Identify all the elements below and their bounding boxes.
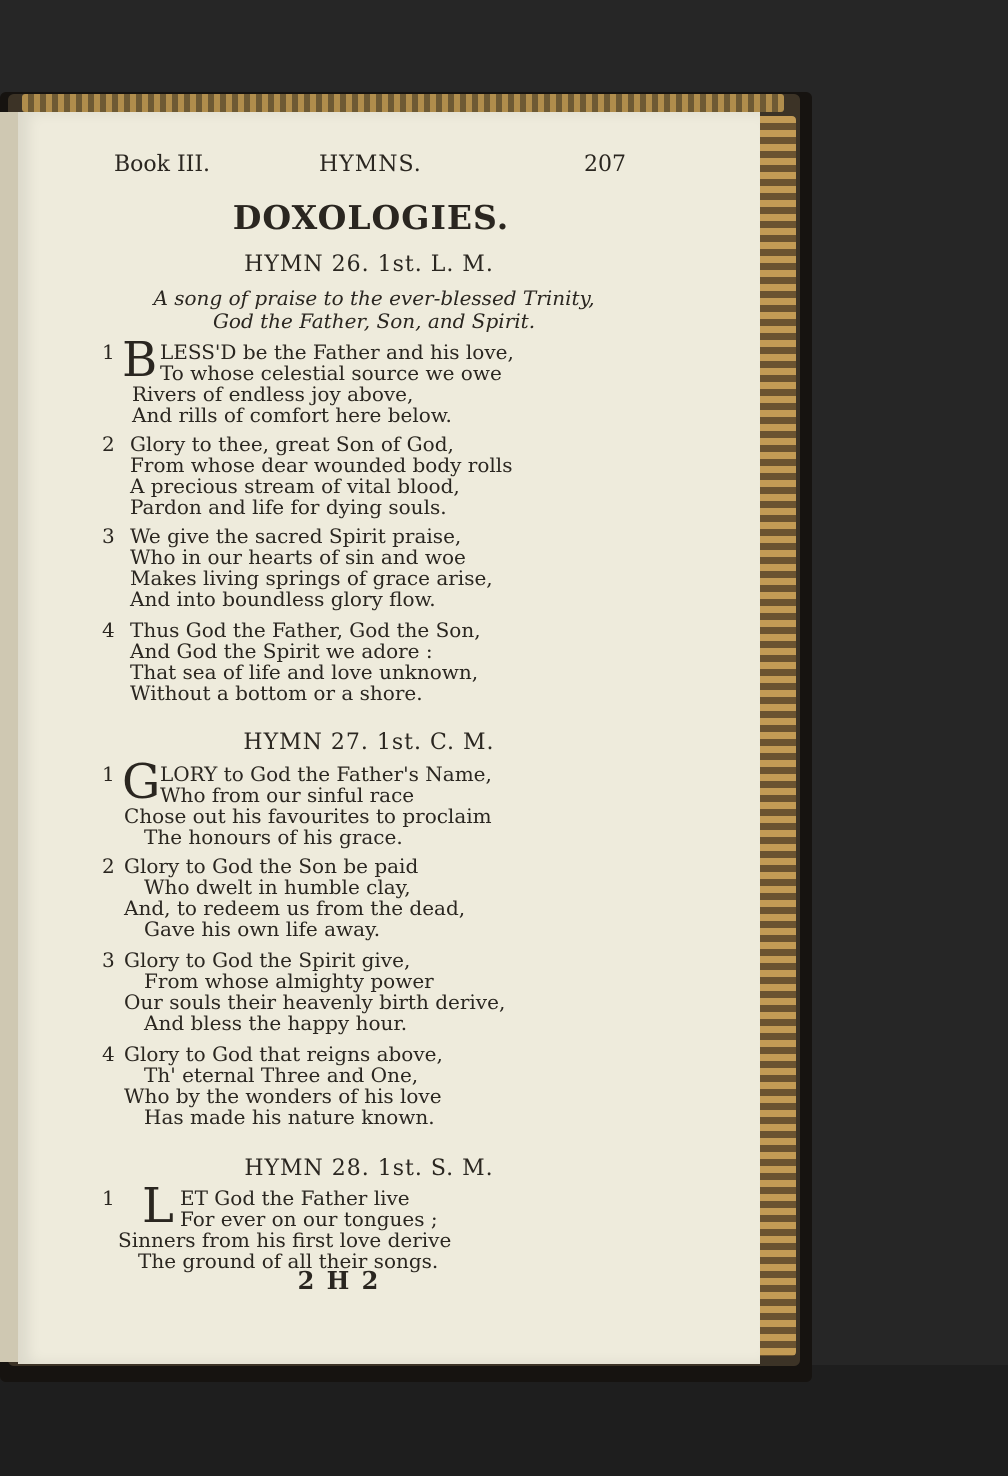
verse-line: Glory to thee, great Son of God, <box>130 432 454 456</box>
verse-line: And, to redeem us from the dead, <box>124 896 466 920</box>
verse-number: 1 <box>102 762 115 786</box>
verse-line: The ground of all their songs. <box>138 1249 439 1273</box>
verse-line: Th' eternal Three and One, <box>144 1063 419 1087</box>
verse-number: 1 <box>102 340 115 364</box>
header-book: Book III. <box>114 152 211 177</box>
verse-line: Thus God the Father, God the Son, <box>130 618 481 642</box>
verse-line: And into boundless glory flow. <box>130 587 436 611</box>
hymn-title: HYMN 27. 1st. C. M. <box>243 730 495 755</box>
hymn-title: HYMN 26. 1st. L. M. <box>244 252 494 277</box>
verse-line: Our souls their heavenly birth derive, <box>124 990 506 1014</box>
subtitle-line: God the Father, Son, and Spirit. <box>212 309 536 333</box>
verse-number: 2 <box>102 854 115 878</box>
verse-number: 2 <box>102 432 115 456</box>
drop-cap: L <box>142 1178 174 1234</box>
verse-line: Sinners from his first love derive <box>118 1228 452 1252</box>
verse-line: Gave his own life away. <box>144 917 381 941</box>
verse-number: 4 <box>102 1042 115 1066</box>
verse-line: Glory to God that reigns above, <box>124 1042 443 1066</box>
verse-line: From whose almighty power <box>144 969 434 993</box>
verse-line: And bless the happy hour. <box>144 1011 408 1035</box>
verse-line: Without a bottom or a shore. <box>130 681 423 705</box>
verse-line: Who from our sinful race <box>160 783 415 807</box>
verse-line: Pardon and life for dying souls. <box>130 495 447 519</box>
verse-line: And rills of comfort here below. <box>132 403 452 427</box>
verse-line: LORY to God the Father's Name, <box>160 762 492 786</box>
hymn-subtitle <box>114 287 634 333</box>
verse-line: Makes living springs of grace arise, <box>130 566 493 590</box>
verse-number: 3 <box>102 524 115 548</box>
verse-line: A precious stream of vital blood, <box>130 474 460 498</box>
verse-line: Has made his nature known. <box>144 1105 435 1129</box>
drop-cap: G <box>122 754 161 810</box>
verse-line: Glory to God the Spirit give, <box>124 948 411 972</box>
gilt-fore-edge <box>756 116 796 1356</box>
verse-line: For ever on our tongues ; <box>180 1207 438 1231</box>
section-title: DOXOLOGIES. <box>232 198 510 237</box>
hymn-title: HYMN 28. 1st. S. M. <box>244 1156 494 1181</box>
printer-signature: 2 H 2 <box>297 1266 381 1295</box>
verse-line: Rivers of endless joy above, <box>132 382 414 406</box>
verse-line: ET God the Father live <box>180 1186 410 1210</box>
book-page <box>18 112 760 1364</box>
verse-number: 4 <box>102 618 115 642</box>
verse-line: LESS'D be the Father and his love, <box>160 340 514 364</box>
drop-cap: B <box>122 332 158 388</box>
verse-number: 3 <box>102 948 115 972</box>
running-header <box>114 152 626 186</box>
subtitle-line: A song of praise to the ever-blessed Trinity, <box>153 286 595 310</box>
gilt-top-edge <box>22 94 784 112</box>
verse-line: Chose out his favourites to proclaim <box>124 804 492 828</box>
verse-line: Who in our hearts of sin and woe <box>130 545 466 569</box>
verse-number: 1 <box>102 1186 115 1210</box>
verse-line: Who dwelt in humble clay, <box>144 875 411 899</box>
verse-line: The honours of his grace. <box>144 825 403 849</box>
verse-line: That sea of life and love unknown, <box>130 660 479 684</box>
verse-line: To whose celestial source we owe <box>160 361 502 385</box>
verse-line: And God the Spirit we adore : <box>130 639 433 663</box>
verse-line: Glory to God the Son be paid <box>124 854 419 878</box>
verse-line: We give the sacred Spirit praise, <box>130 524 462 548</box>
page-number: 207 <box>584 152 626 177</box>
verse-line: Who by the wonders of his love <box>124 1084 442 1108</box>
header-section: HYMNS. <box>319 152 422 177</box>
verse-line: From whose dear wounded body rolls <box>130 453 513 477</box>
left-page-edge <box>0 112 20 1362</box>
